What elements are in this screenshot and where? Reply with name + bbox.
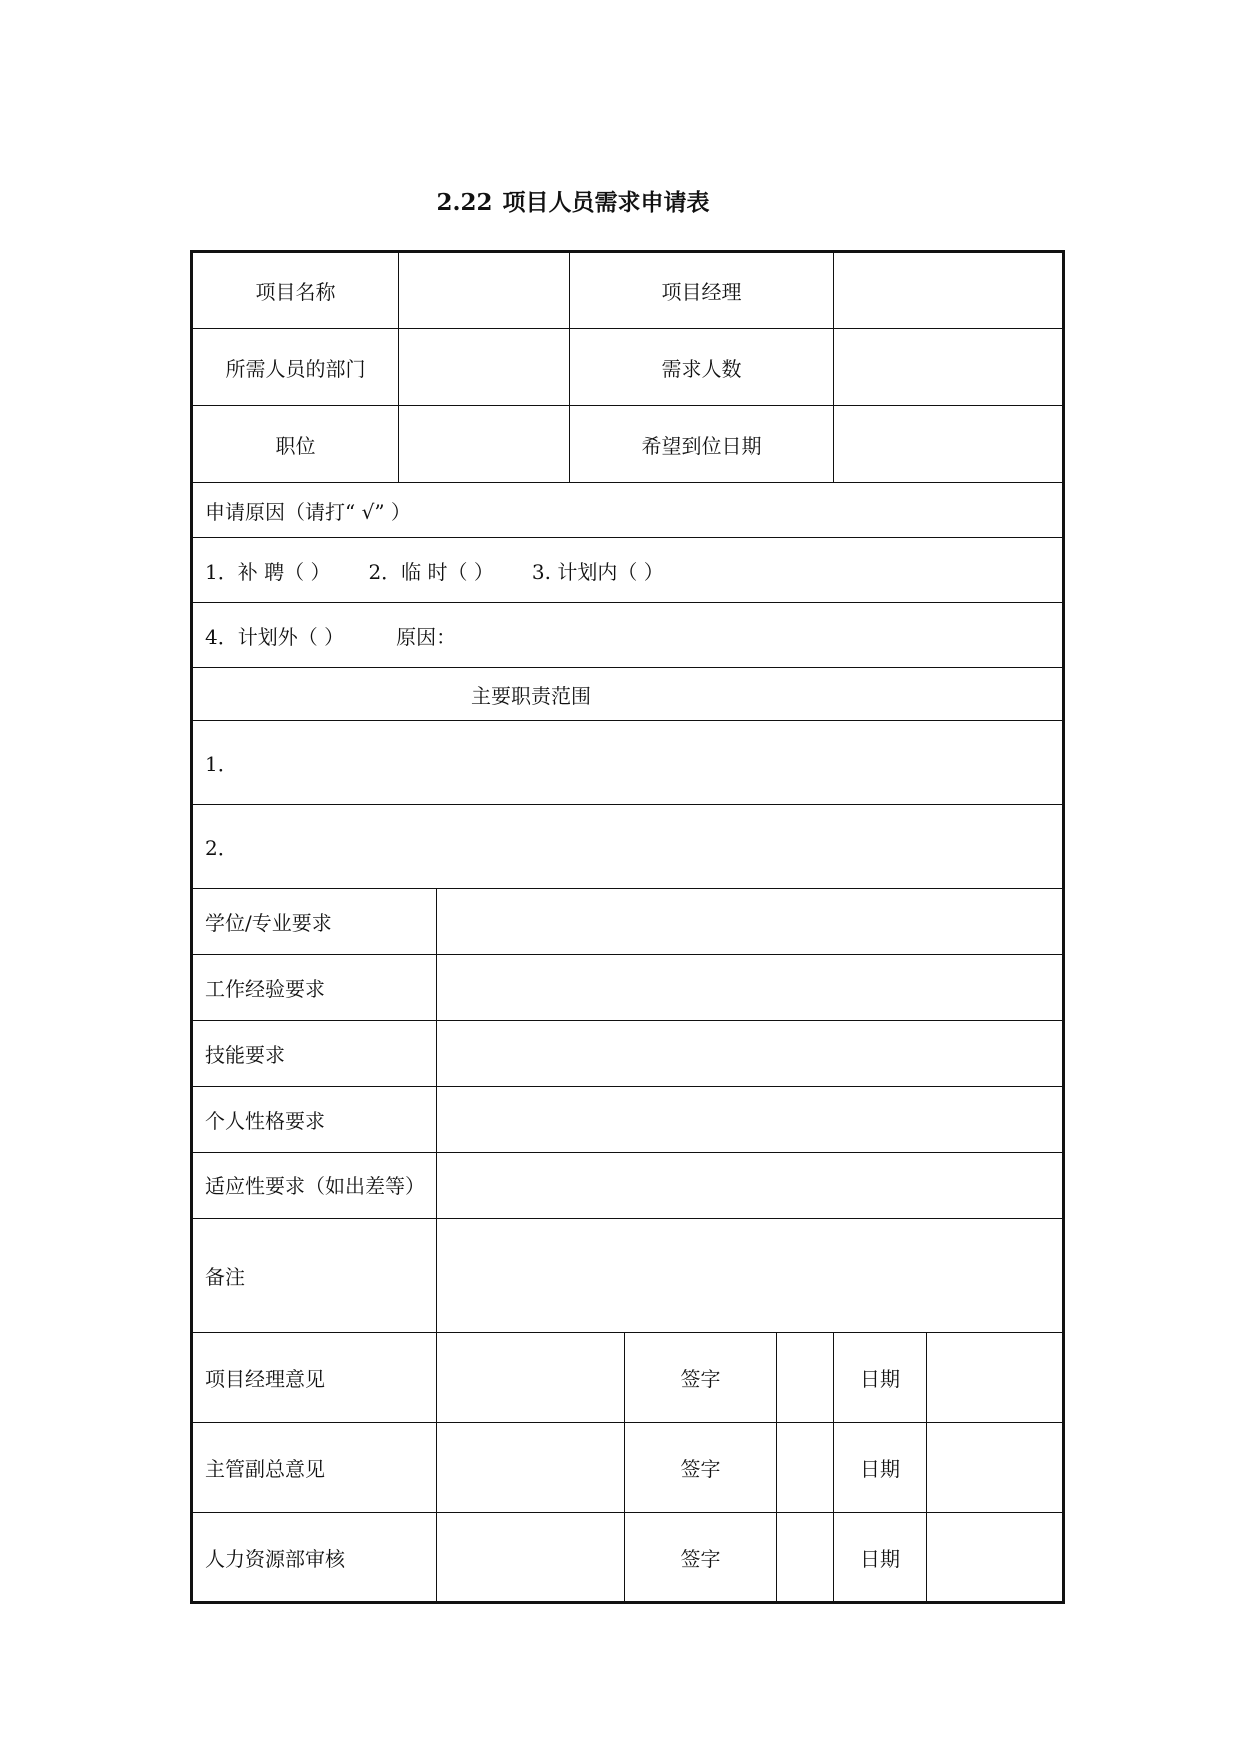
label-hr-review: 人力资源部审核 — [192, 1513, 437, 1603]
label-project-manager: 项目经理 — [570, 252, 834, 329]
label-hr-date: 日期 — [834, 1513, 927, 1603]
duty-item-2[interactable]: 2． — [192, 805, 1064, 889]
row-degree-requirement — [192, 889, 1064, 955]
label-expected-date: 希望到位日期 — [570, 406, 834, 483]
row-project-name — [192, 252, 1064, 329]
row-duty-1 — [192, 721, 1064, 805]
field-experience-requirement[interactable] — [437, 955, 1064, 1021]
field-skill-requirement[interactable] — [437, 1021, 1064, 1087]
option-temporary[interactable]: 2．临 时（ ） — [368, 559, 494, 584]
duty-item-1[interactable]: 1． — [192, 721, 1064, 805]
label-vp-date: 日期 — [834, 1423, 927, 1513]
field-position[interactable] — [399, 406, 570, 483]
label-adaptability-requirement: 适应性要求（如出差等） — [192, 1153, 437, 1219]
label-skill-requirement: 技能要求 — [192, 1021, 437, 1087]
label-pm-opinion: 项目经理意见 — [192, 1333, 437, 1423]
field-headcount[interactable] — [834, 329, 1064, 406]
row-skill-requirement — [192, 1021, 1064, 1087]
field-pm-opinion[interactable] — [437, 1333, 625, 1423]
field-remarks[interactable] — [437, 1219, 1064, 1333]
label-experience-requirement: 工作经验要求 — [192, 955, 437, 1021]
label-position: 职位 — [192, 406, 399, 483]
label-project-name: 项目名称 — [192, 252, 399, 329]
option-unplanned[interactable]: 4．计划外（ ） — [205, 624, 345, 649]
reason-cause-label: 原因： — [396, 624, 457, 649]
field-vp-opinion[interactable] — [437, 1423, 625, 1513]
field-hr-date[interactable] — [927, 1513, 1064, 1603]
row-reason-heading — [192, 483, 1064, 538]
field-personality-requirement[interactable] — [437, 1087, 1064, 1153]
row-duties-heading — [192, 668, 1064, 721]
label-hr-sign: 签字 — [625, 1513, 777, 1603]
field-pm-date[interactable] — [927, 1333, 1064, 1423]
request-form-table — [190, 250, 1065, 1604]
row-personality-requirement — [192, 1087, 1064, 1153]
field-hr-review[interactable] — [437, 1513, 625, 1603]
title-text: 项目人员需求申请表 — [502, 189, 710, 216]
page-title — [0, 184, 1146, 217]
option-planned[interactable]: 3. 计划内（ ） — [531, 559, 664, 584]
label-pm-date: 日期 — [834, 1333, 927, 1423]
field-project-name[interactable] — [399, 252, 570, 329]
row-department — [192, 329, 1064, 406]
label-headcount: 需求人数 — [570, 329, 834, 406]
label-remarks: 备注 — [192, 1219, 437, 1333]
reason-options — [192, 538, 1064, 603]
label-degree-requirement: 学位/专业要求 — [192, 889, 437, 955]
field-department[interactable] — [399, 329, 570, 406]
label-vp-opinion: 主管副总意见 — [192, 1423, 437, 1513]
option-refill[interactable]: 1．补 聘（ ） — [205, 559, 331, 584]
field-degree-requirement[interactable] — [437, 889, 1064, 955]
label-department: 所需人员的部门 — [192, 329, 399, 406]
reason-heading: 申请原因（请打“ √” ） — [192, 483, 1064, 538]
row-vp-opinion — [192, 1423, 1064, 1513]
row-position — [192, 406, 1064, 483]
row-adaptability-requirement — [192, 1153, 1064, 1219]
field-expected-date[interactable] — [834, 406, 1064, 483]
field-adaptability-requirement[interactable] — [437, 1153, 1064, 1219]
field-project-manager[interactable] — [834, 252, 1064, 329]
row-pm-opinion — [192, 1333, 1064, 1423]
duties-heading: 主要职责范围 — [192, 668, 1064, 721]
field-vp-sign[interactable] — [777, 1423, 834, 1513]
row-duty-2 — [192, 805, 1064, 889]
row-remarks — [192, 1219, 1064, 1333]
label-vp-sign: 签字 — [625, 1423, 777, 1513]
field-vp-date[interactable] — [927, 1423, 1064, 1513]
reason-unplanned — [192, 603, 1064, 668]
row-experience-requirement — [192, 955, 1064, 1021]
field-pm-sign[interactable] — [777, 1333, 834, 1423]
row-reason-options — [192, 538, 1064, 603]
field-hr-sign[interactable] — [777, 1513, 834, 1603]
label-pm-sign: 签字 — [625, 1333, 777, 1423]
label-personality-requirement: 个人性格要求 — [192, 1087, 437, 1153]
title-number: 2.22 — [436, 189, 493, 216]
row-hr-review — [192, 1513, 1064, 1603]
row-reason-unplanned — [192, 603, 1064, 668]
